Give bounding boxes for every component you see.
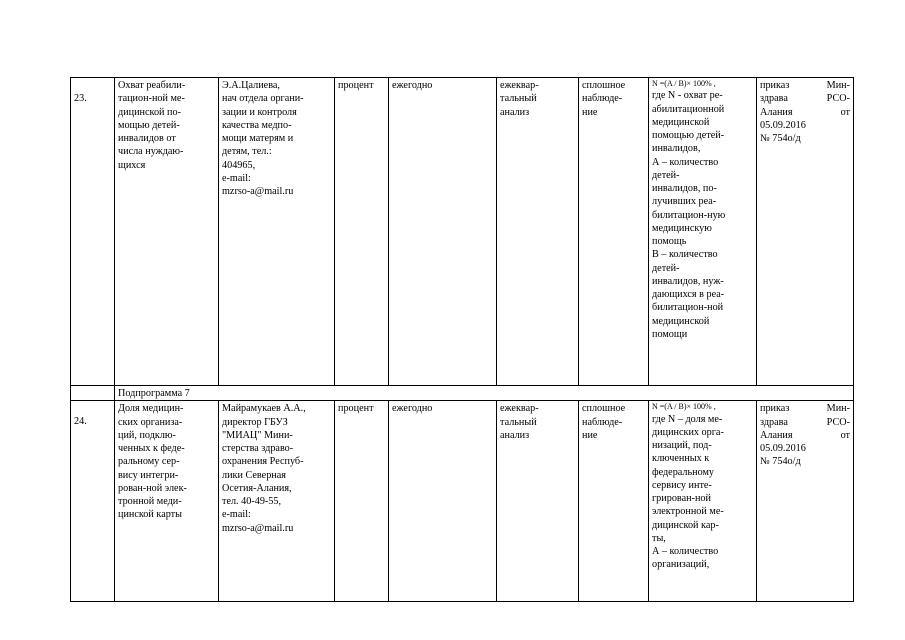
periodicity: ежегодно (389, 401, 497, 602)
periodicity: ежегодно (389, 78, 497, 386)
calculation-method (649, 401, 757, 602)
subprogram-row (71, 386, 854, 401)
responsible-person: Майрамукаев А.А., директор ГБУЗ "МИАЦ" Мини- стерства здраво- охранения Респуб- лики Северная Осетия-Алания, тел. 40-49-55, e-mail: mzrso-a@mail.ru (219, 401, 335, 602)
legal-document: приказ Мин- здрава РСО- Алания от 05.09.2016 № 754о/д (757, 401, 854, 602)
formula: N =(A / B)× 100% , (652, 79, 716, 88)
formula-description: где N – доля ме- дицинских орга- низаций, под- ключенных к федеральному сервису инте- грирован-ной электронной ме- дицинской кар- ты, А – количество организаций, (652, 413, 724, 571)
formula: N =(A / B)× 100% , (652, 402, 716, 412)
unit-of-measure: процент (335, 401, 389, 602)
unit-of-measure: процент (335, 78, 389, 386)
collection-method: сплошное наблюде- ние (579, 78, 649, 386)
row-number: 23. (71, 78, 115, 386)
legal-document: приказ Мин- здрава РСО- Алания от 05.09.2016 № 754о/д (757, 78, 854, 386)
indicator-name: Доля медицин- ских организа- ций, подклю- ченных к феде- ральному сер- вису интегри- рован-ной элек- тронной меди- цинской карты (115, 401, 219, 602)
subprogram-label: Подпрограмма 7 (115, 386, 854, 401)
indicator-name: Охват реабили- тацион-ной ме- дицинской по- мощью детей- инвалидов от числа нуждаю- щихся (115, 78, 219, 386)
responsible-person: Э.А.Цалиева, нач отдела органи- зации и контроля качества медпо- мощи матерям и детям, тел.: 404965, e-mail: mzrso-a@mail.ru (219, 78, 335, 386)
calculation-method (649, 78, 757, 386)
report-type: ежеквар- тальный анализ (497, 78, 579, 386)
collection-method: сплошное наблюде- ние (579, 401, 649, 602)
table-row (71, 78, 854, 386)
indicators-table (70, 77, 854, 602)
formula-description: где N - охват ре- абилитационной медицинской помощью детей- инвалидов, А – количество детей- инвалидов, по- лучивших реа- билитацион-ную медицинскую помощь В – количество детей- инвалидов, нуж- дающихся в реа- билитацион-ной медицинской помощи (652, 90, 726, 340)
report-type: ежеквар- тальный анализ (497, 401, 579, 602)
row-number: 24. (71, 401, 115, 602)
table-row (71, 401, 854, 602)
